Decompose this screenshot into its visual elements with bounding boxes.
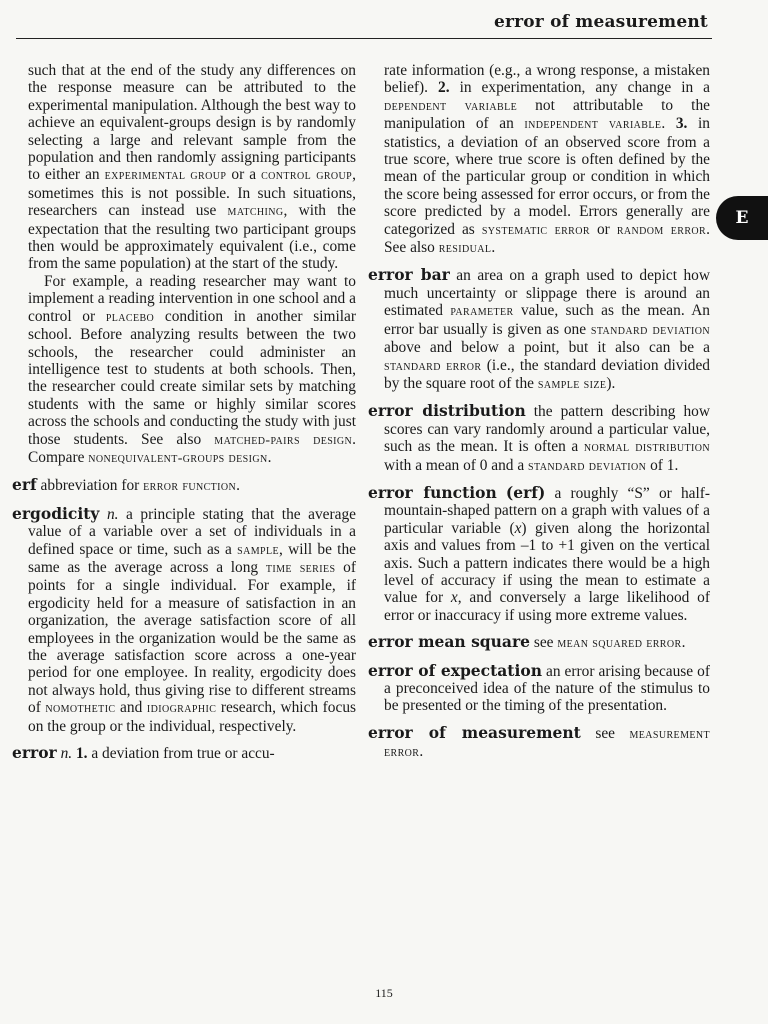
- headword: error: [12, 743, 57, 763]
- entry-error: error n. 1. a deviation from true or accu-: [12, 743, 275, 763]
- entry-error-continuation: rate information (e.g., a wrong response, a mistaken belief). 2. in experimentation, any change in a dependent variable not attributable to the manipulation of an independent variable. 3. in statistics, a deviation of an observed score from a true score, where true score is often defined by the mean of the particular group or condition in which the score being assessed for error occurs, or from the score predicted by a model. Errors generally are categorized as systematic error or random error. See also residual.: [384, 62, 710, 257]
- entry-error-of-measurement: error of measurement see measurement error.: [368, 722, 710, 761]
- entry-ergodicity: ergodicity n. a principle stating that the average value of a variable over a set of individuals in a defined space or time, such as a sample, will be the same as the average across a long time series of points for a single individual. For example, if ergodicity held for a measure of satisfaction in an organization, the average satisfaction score of all employees in the organization would be the same as the average satisfaction score across a one-year period for one employee. In reality, ergodicity does not always hold, thus giving rise to different streams of nomothetic and idiographic research, which focus on the group or the individual, respectively.: [12, 503, 357, 735]
- headword: ergodicity: [12, 503, 100, 523]
- example-paragraph: For example, a reading researcher may want to implement a reading intervention in one school and a control or placebo condition in another similar school. Before analyzing results between the two schools, the researcher could administer an intelligence test to students at both schools. Then, the researcher could create similar sets by matching students with the same or highly similar scores across the schools and conducting the study with just those students. See also matched-pairs design. Compare nonequivalent-groups design.: [28, 272, 357, 466]
- thumb-index-tab: E: [716, 196, 768, 240]
- entry-error-distribution: error distribution the pattern describing how scores can vary randomly around a particular value, such as the mean. It is often a normal distribution with a mean of 0 and a standard deviation of 1.: [368, 401, 710, 474]
- entry-erf: erf abbreviation for error function.: [12, 475, 240, 495]
- page-number: 115: [375, 986, 393, 1000]
- running-head: error of measurement: [493, 12, 708, 32]
- right-column: [368, 62, 710, 762]
- entry-error-function: error function (erf) a roughly “S” or half-mountain-shaped pattern on a graph with values of a particular variable (x) given along the horizontal axis and values from –1 to +1 given on the vertical axis. Such a pattern indicates there would be a high level of accuracy if using the mean to estimate a value for x, and conversely a large likelihood of error or inaccuracy if using more extreme values.: [368, 482, 710, 624]
- headword: error distribution: [368, 401, 526, 421]
- headword: error function: [368, 482, 497, 502]
- entry-error-bar: error bar an area on a graph used to depict how much uncertainty or slippage there is around an estimated parameter value, such as the mean. An error bar usually is given as one standard deviation above and below a point, but it also can be a standard error (i.e., the standard deviation divided by the square root of the sample size).: [368, 265, 711, 392]
- headword: erf: [12, 475, 37, 495]
- header-rule: [16, 38, 712, 39]
- headword: error of measurement: [368, 722, 581, 742]
- entry-continuation-paragraph: such that at the end of the study any differences on the response measure can be attributed to the experimental manipulation. Although the best way to achieve an equivalent-groups design is by randomly selecting a large and relevant sample from the population and then randomly assigning participants to either an experimental group or a control group, sometimes this is not possible. In such situations, researchers can instead use matching, with the expectation that the resulting two participant groups then would be approximately equivalent (i.e., come from the same population) at the start of the study.: [28, 62, 356, 273]
- headword: error mean square: [368, 632, 530, 652]
- headword: error of expectation: [368, 660, 542, 680]
- left-column: [12, 62, 356, 762]
- entry-error-mean-square: error mean square see mean squared error.: [368, 632, 686, 652]
- headword: error bar: [368, 265, 450, 285]
- entry-error-of-expectation: error of expectation an error arising because of a preconceived idea of the nature of the stimulus to be presented or the timing of the presentation.: [368, 660, 710, 715]
